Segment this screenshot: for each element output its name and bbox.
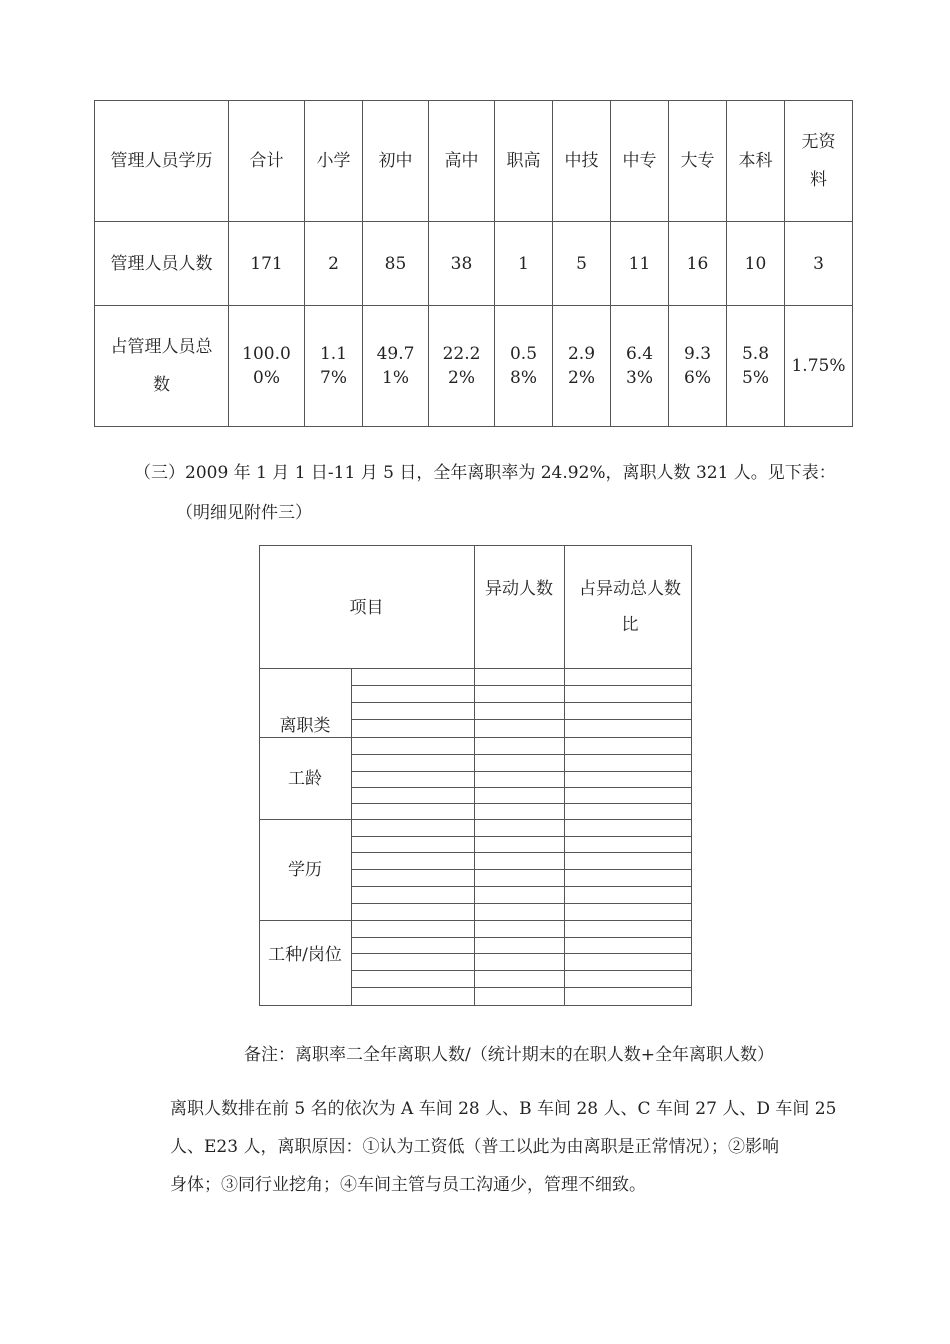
table-cell: 2 [305, 222, 363, 306]
table-divider [351, 937, 691, 938]
table-cell: 85 [363, 222, 429, 306]
header-cell: 职高 [495, 101, 553, 222]
header-cell: 大专 [669, 101, 727, 222]
table-cell: 10 [727, 222, 785, 306]
table-divider [351, 970, 691, 971]
table-divider [351, 685, 691, 686]
paragraph-line: 人、E23 人，离职原因：①认为工资低（普工以此为由离职是正常情况）；②影响 [170, 1137, 779, 1157]
header-cell: 合计 [229, 101, 305, 222]
table-divider [351, 803, 691, 804]
header-cell: 初中 [363, 101, 429, 222]
group-label: 学历 [288, 860, 322, 880]
table-divider [259, 819, 691, 820]
row-label: 占管理人员总数 [95, 306, 229, 427]
row-label: 管理人员人数 [95, 222, 229, 306]
table-cell: 1.75% [785, 306, 853, 427]
table-cell: 49.71% [363, 306, 429, 427]
table-divider [351, 903, 691, 904]
table-divider [351, 869, 691, 870]
table-note: 备注：离职率二全年离职人数/（统计期末的在职人数+全年离职人数） [244, 1045, 774, 1065]
table-cell: 5.85% [727, 306, 785, 427]
table-cell: 171 [229, 222, 305, 306]
table-row [95, 306, 853, 427]
header-pct: 占异动总人数比 [579, 579, 681, 635]
table-divider [564, 545, 565, 1005]
header-cell: 本科 [727, 101, 785, 222]
table-cell: 9.36% [669, 306, 727, 427]
table-cell: 1.17% [305, 306, 363, 427]
table-divider [351, 702, 691, 703]
table-divider [351, 886, 691, 887]
paragraph-line: 身体；③同行业挖角；④车间主管与员工沟通少，管理不细致。 [170, 1175, 646, 1195]
table-divider [351, 754, 691, 755]
paragraph-line: （明细见附件三） [176, 503, 312, 523]
header-cell: 无资料 [785, 101, 853, 222]
table-cell: 1 [495, 222, 553, 306]
table-cell: 11 [611, 222, 669, 306]
header-cell: 高中 [429, 101, 495, 222]
group-label: 离职类 [279, 716, 331, 736]
table-cell: 38 [429, 222, 495, 306]
turnover-table [259, 545, 691, 1005]
education-table [94, 100, 853, 427]
paragraph-line: 离职人数排在前 5 名的依次为 A 车间 28 人、B 车间 28 人、C 车间 27 人、D 车间 25 [170, 1099, 837, 1119]
header-cell: 小学 [305, 101, 363, 222]
table-divider [474, 545, 475, 1005]
table-divider [351, 987, 691, 988]
header-cell: 中技 [553, 101, 611, 222]
table-divider [351, 852, 691, 853]
table-divider [351, 719, 691, 720]
table-divider [259, 920, 691, 921]
header-count: 异动人数 [485, 579, 553, 599]
table-row [95, 222, 853, 306]
table-cell: 0.58% [495, 306, 553, 427]
header-cell: 中专 [611, 101, 669, 222]
table-cell: 16 [669, 222, 727, 306]
table-divider [351, 771, 691, 772]
table-cell: 100.00% [229, 306, 305, 427]
group-label: 工龄 [288, 769, 322, 789]
table-cell: 2.92% [553, 306, 611, 427]
table-divider [259, 668, 691, 669]
table-divider [351, 836, 691, 837]
header-item: 项目 [349, 598, 384, 618]
table-header-row [95, 101, 853, 222]
table-cell: 5 [553, 222, 611, 306]
paragraph-line: （三）2009 年 1 月 1 日-11 月 5 日，全年离职率为 24.92%，离职人数 321 人。见下表： [134, 463, 836, 483]
table-cell: 6.43% [611, 306, 669, 427]
group-label: 工种/岗位 [268, 945, 342, 965]
table-divider [351, 787, 691, 788]
table-cell: 3 [785, 222, 853, 306]
header-cell: 管理人员学历 [95, 101, 229, 222]
table-cell: 22.22% [429, 306, 495, 427]
table-divider [351, 953, 691, 954]
